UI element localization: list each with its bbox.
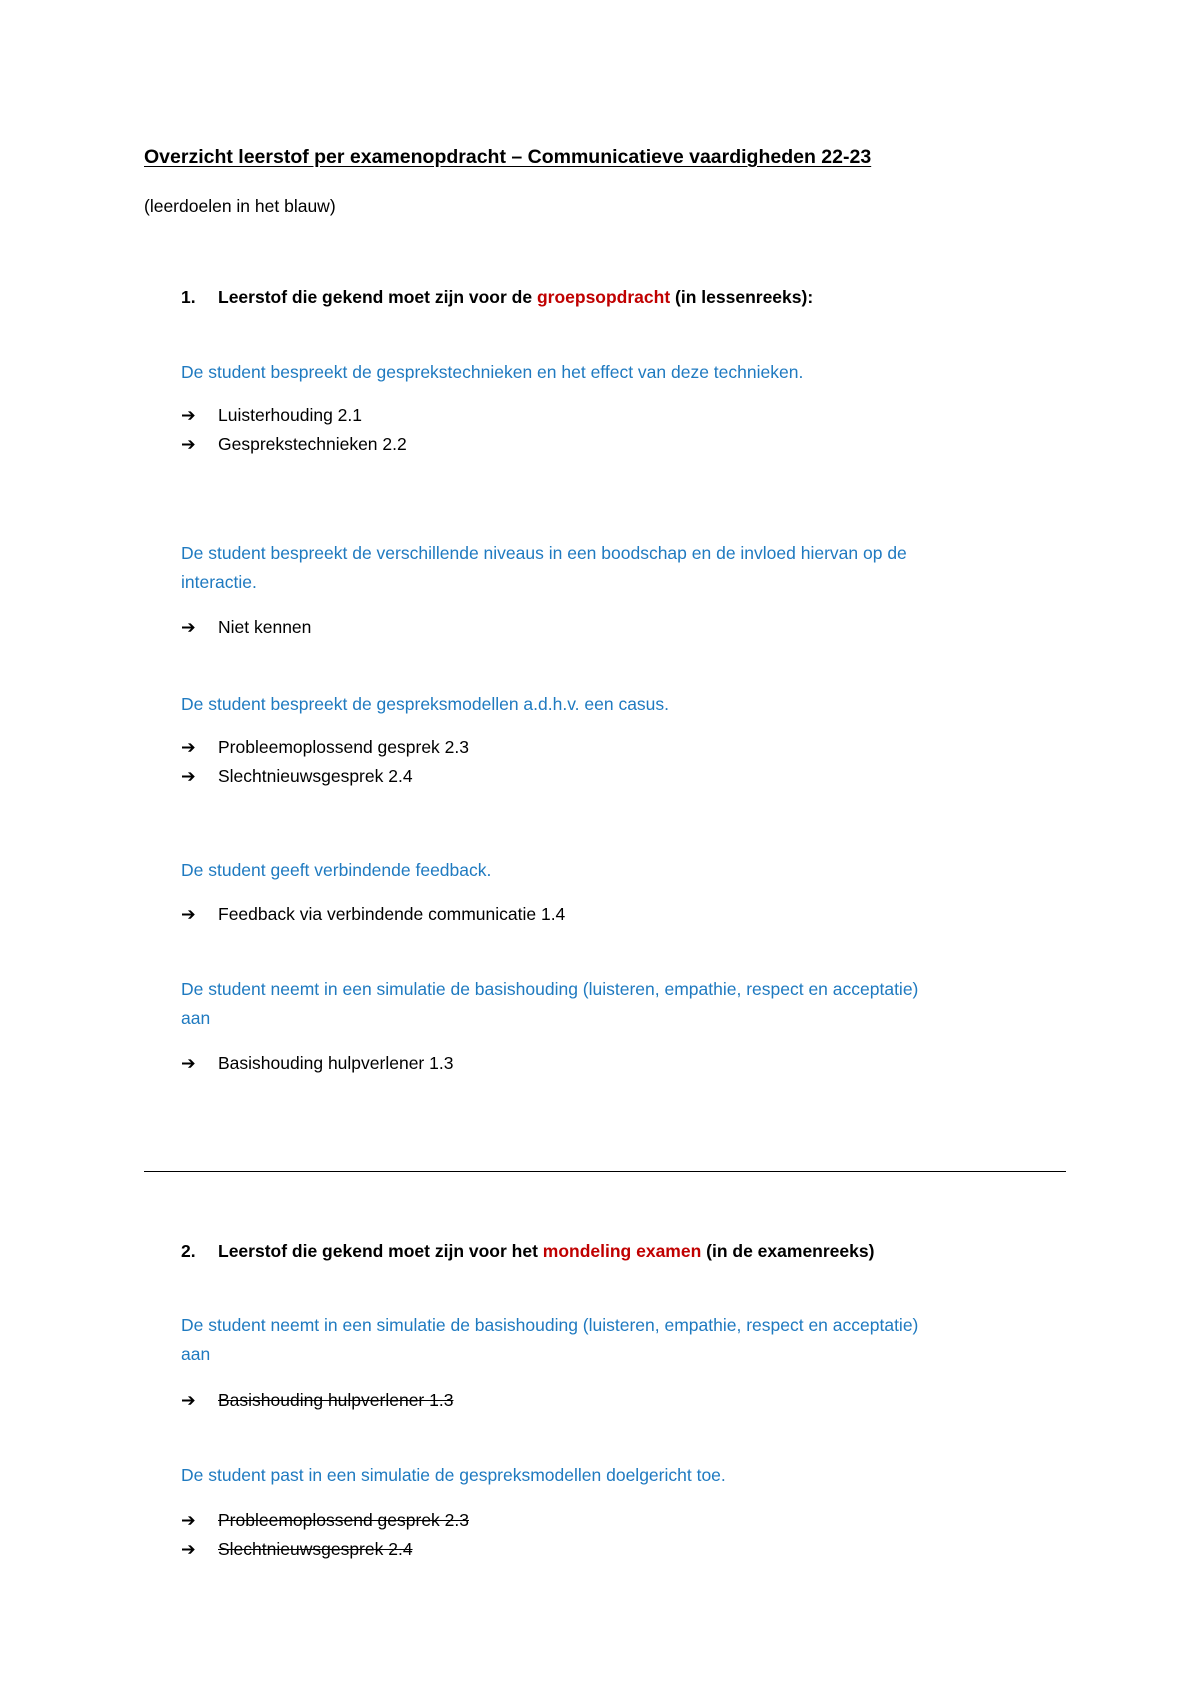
learning-goal: De student bespreekt de gespreksmodellen a.d.h.v. een casus. <box>181 694 670 714</box>
list-item-struck: ➔ Slechtnieuwsgesprek 2.4 <box>181 1539 413 1559</box>
learning-goal: De student neemt in een simulatie de basishouding (luisteren, empathie, respect en acceptatie) aan <box>181 979 919 1028</box>
document-title: Overzicht leerstof per examenopdracht – Communicatieve vaardigheden 22-23 <box>144 146 872 168</box>
arrow-right-icon: ➔ <box>181 766 196 786</box>
list-item-struck: ➔ Basishouding hulpverlener 1.3 <box>181 1390 454 1410</box>
arrow-right-icon: ➔ <box>181 405 196 425</box>
list-item: ➔ Luisterhouding 2.1 <box>181 405 362 425</box>
learning-goal: De student bespreekt de gesprekstechnieken en het effect van deze technieken. <box>181 362 804 382</box>
section-1-highlight: groepsopdracht <box>536 287 671 307</box>
arrow-right-icon: ➔ <box>181 434 196 454</box>
list-item: ➔ Gesprekstechnieken 2.2 <box>181 434 407 454</box>
arrow-right-icon: ➔ <box>181 1510 196 1530</box>
learning-goal: De student geeft verbindende feedback. <box>181 860 492 880</box>
list-item: ➔ Basishouding hulpverlener 1.3 <box>181 1053 454 1073</box>
section-2-number: 2. <box>181 1241 196 1261</box>
section-1-number: 1. <box>181 287 196 307</box>
arrow-right-icon: ➔ <box>181 1539 196 1559</box>
arrow-right-icon: ➔ <box>181 737 196 757</box>
learning-goal: De student bespreekt de verschillende niveaus in een boodschap en de invloed hiervan op de interactie. <box>181 543 907 592</box>
document-subtitle: (leerdoelen in het blauw) <box>144 196 336 216</box>
section-1-heading: 1. Leerstof die gekend moet zijn voor de groepsopdracht (in lessenreeks): <box>181 287 814 307</box>
list-item: ➔ Feedback via verbindende communicatie 1.4 <box>181 904 566 924</box>
list-item-struck: ➔ Probleemoplossend gesprek 2.3 <box>181 1510 469 1530</box>
list-item: ➔ Slechtnieuwsgesprek 2.4 <box>181 766 413 786</box>
list-item: ➔ Probleemoplossend gesprek 2.3 <box>181 737 469 757</box>
arrow-right-icon: ➔ <box>181 617 196 637</box>
section-2-highlight: mondeling examen <box>542 1241 702 1261</box>
learning-goal: De student neemt in een simulatie de basishouding (luisteren, empathie, respect en acceptatie) aan <box>181 1315 919 1364</box>
list-item: ➔ Niet kennen <box>181 617 312 637</box>
arrow-right-icon: ➔ <box>181 1053 196 1073</box>
section-divider <box>144 1171 1066 1172</box>
learning-goal: De student past in een simulatie de gespreksmodellen doelgericht toe. <box>181 1465 726 1485</box>
section-2-heading: 2. Leerstof die gekend moet zijn voor het mondeling examen (in de examenreeks) <box>181 1241 875 1261</box>
arrow-right-icon: ➔ <box>181 904 196 924</box>
arrow-right-icon: ➔ <box>181 1390 196 1410</box>
